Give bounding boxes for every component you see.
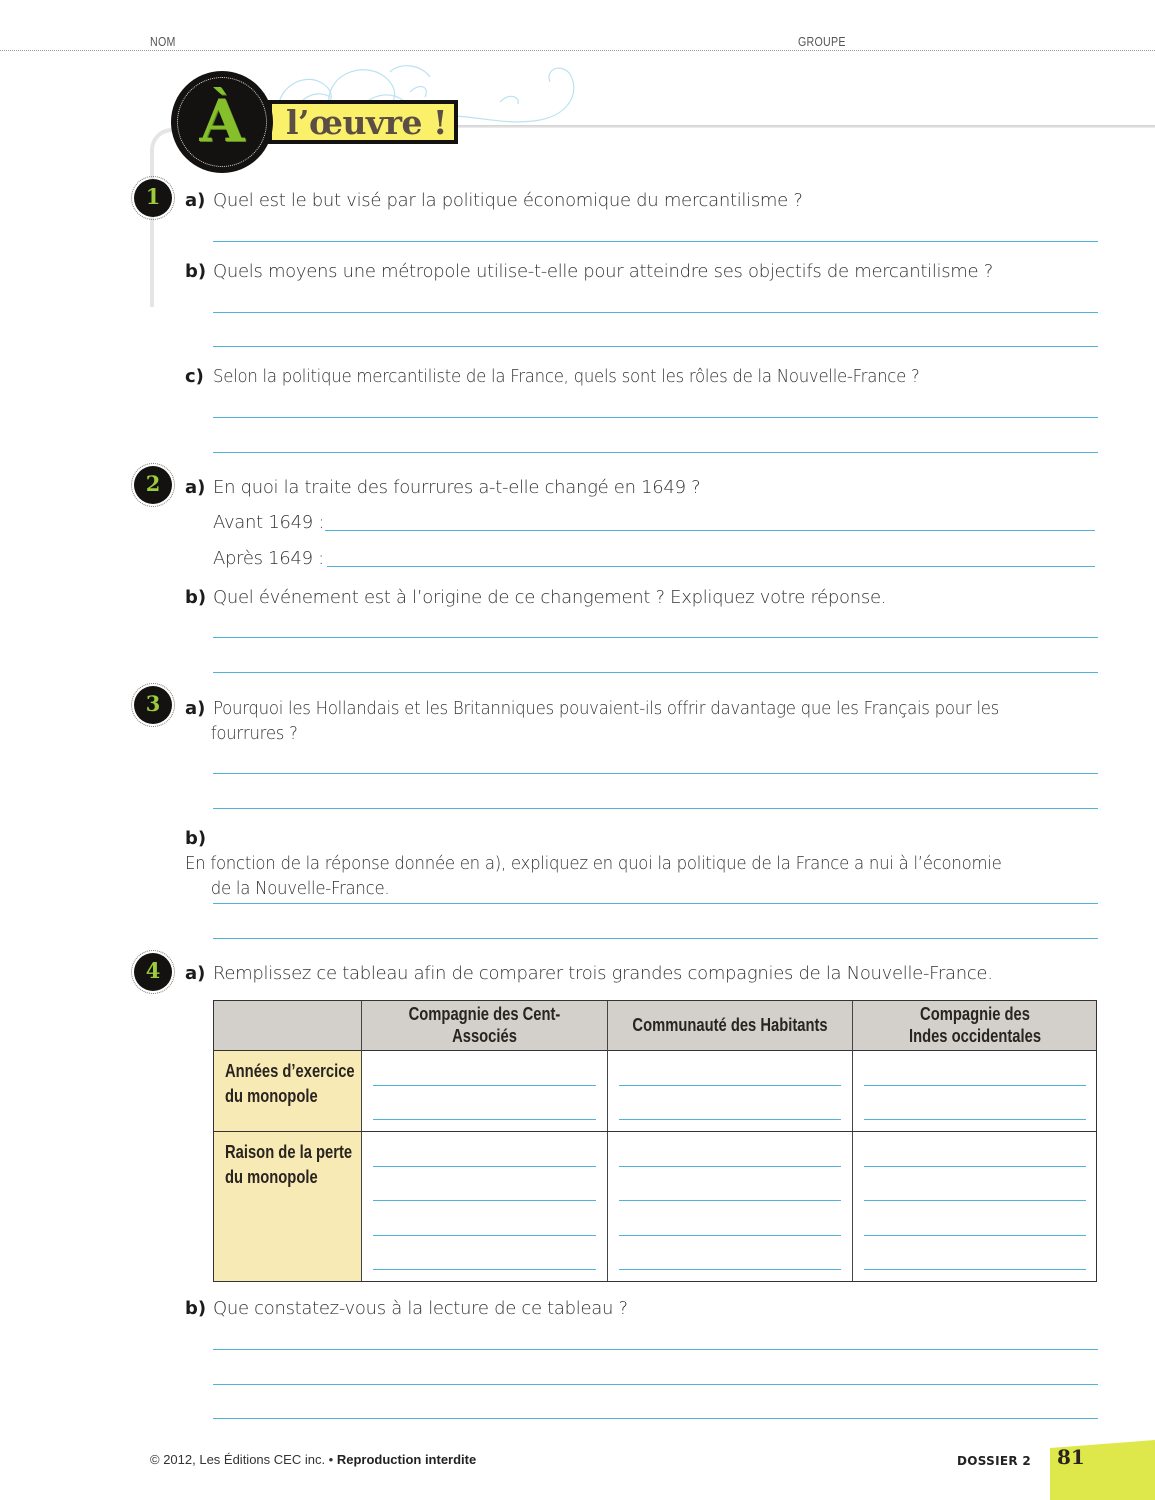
table-answer-line[interactable] bbox=[619, 1085, 841, 1086]
table-answer-line[interactable] bbox=[619, 1200, 841, 1201]
table-answer-line[interactable] bbox=[619, 1269, 841, 1270]
answer-line[interactable] bbox=[213, 1349, 1098, 1350]
column-header-indes-occidentales: Compagnie des Indes occidentales bbox=[908, 1004, 1042, 1046]
section-title-banner bbox=[268, 100, 458, 144]
table-answer-line[interactable] bbox=[373, 1235, 596, 1236]
title-rule bbox=[450, 125, 1155, 128]
question-2a: a) En quoi la traite des fourrures a-t-elle changé en 1649 ? bbox=[185, 477, 701, 498]
answer-line[interactable] bbox=[213, 241, 1098, 242]
answer-line[interactable] bbox=[213, 1384, 1098, 1385]
table-answer-line[interactable] bbox=[619, 1235, 841, 1236]
after-1649-label: Après 1649 : bbox=[213, 548, 324, 569]
answer-line[interactable] bbox=[213, 808, 1098, 809]
copyright-notice: © 2012, Les Éditions CEC inc. • Reproduction interdite bbox=[150, 1452, 477, 1467]
answer-line[interactable] bbox=[213, 452, 1098, 453]
section-badge bbox=[172, 72, 272, 172]
answer-line[interactable] bbox=[213, 1418, 1098, 1419]
table-answer-line[interactable] bbox=[619, 1119, 841, 1120]
question-3a: a) Pourquoi les Hollandais et les Britanniques pouvaient-ils offrir davantage que les Français pour les fourrures ? bbox=[185, 698, 1000, 744]
table-answer-line[interactable] bbox=[864, 1085, 1086, 1086]
question-1c: c) Selon la politique mercantiliste de la France, quels sont les rôles de la Nouvelle-France ? bbox=[185, 366, 920, 387]
answer-line[interactable] bbox=[213, 637, 1098, 638]
comparison-table bbox=[213, 1000, 1097, 1282]
answer-line[interactable] bbox=[213, 346, 1098, 347]
table-answer-line[interactable] bbox=[373, 1166, 596, 1167]
column-header-cent-associes: Compagnie des Cent-Associés bbox=[408, 1004, 561, 1046]
table-divider bbox=[214, 1131, 1096, 1132]
question-1b: b) Quels moyens une métropole utilise-t-elle pour atteindre ses objectifs de mercantilisme ? bbox=[185, 261, 993, 282]
table-answer-line[interactable] bbox=[864, 1269, 1086, 1270]
question-number-2: 2 bbox=[134, 466, 172, 504]
page-number: 81 bbox=[1057, 1445, 1085, 1469]
table-answer-line[interactable] bbox=[864, 1119, 1086, 1120]
question-number-4: 4 bbox=[134, 953, 172, 991]
table-answer-line[interactable] bbox=[373, 1269, 596, 1270]
question-4a: a) Remplissez ce tableau afin de comparer trois grandes compagnies de la Nouvelle-France. bbox=[185, 963, 993, 984]
section-label: DOSSIER 2 bbox=[957, 1454, 1032, 1468]
header-rule bbox=[0, 50, 1155, 51]
before-1649-answer-line[interactable] bbox=[325, 530, 1095, 531]
table-answer-line[interactable] bbox=[619, 1166, 841, 1167]
table-answer-line[interactable] bbox=[864, 1200, 1086, 1201]
question-2b: b) Quel événement est à l’origine de ce changement ? Expliquez votre réponse. bbox=[185, 587, 887, 608]
row-header-raison-perte: Raison de la perte du monopole bbox=[214, 1132, 361, 1281]
table-answer-line[interactable] bbox=[864, 1235, 1086, 1236]
table-divider bbox=[852, 1001, 853, 1281]
answer-line[interactable] bbox=[213, 312, 1098, 313]
answer-line[interactable] bbox=[213, 417, 1098, 418]
name-field-label: NOM bbox=[150, 34, 176, 49]
before-1649-label: Avant 1649 : bbox=[213, 512, 325, 533]
question-number-1: 1 bbox=[134, 179, 172, 217]
question-4b: b) Que constatez-vous à la lecture de ce tableau ? bbox=[185, 1298, 628, 1319]
table-divider bbox=[607, 1001, 608, 1281]
answer-line[interactable] bbox=[213, 903, 1098, 904]
question-3b: b)En fonction de la réponse donnée en a), expliquez en quoi la politique de la France a nui à l’économie de la Nouvelle-France. bbox=[185, 828, 1002, 899]
answer-line[interactable] bbox=[213, 938, 1098, 939]
table-answer-line[interactable] bbox=[864, 1166, 1086, 1167]
table-answer-line[interactable] bbox=[373, 1119, 596, 1120]
group-field-label: GROUPE bbox=[798, 34, 846, 49]
question-number-3: 3 bbox=[134, 686, 172, 724]
table-answer-line[interactable] bbox=[373, 1085, 596, 1086]
question-1a: a) Quel est le but visé par la politique économique du mercantilisme ? bbox=[185, 190, 803, 211]
row-header-annees-exercice: Années d’exercice du monopole bbox=[214, 1051, 361, 1131]
after-1649-answer-line[interactable] bbox=[327, 566, 1095, 567]
answer-line[interactable] bbox=[213, 672, 1098, 673]
table-answer-line[interactable] bbox=[373, 1200, 596, 1201]
badge-letter: À bbox=[199, 87, 245, 155]
table-header-corner bbox=[214, 1001, 361, 1049]
section-title: l’œuvre ! bbox=[286, 103, 447, 142]
table-divider bbox=[361, 1001, 362, 1281]
answer-line[interactable] bbox=[213, 773, 1098, 774]
column-header-communaute-habitants: Communauté des Habitants bbox=[632, 1015, 828, 1035]
